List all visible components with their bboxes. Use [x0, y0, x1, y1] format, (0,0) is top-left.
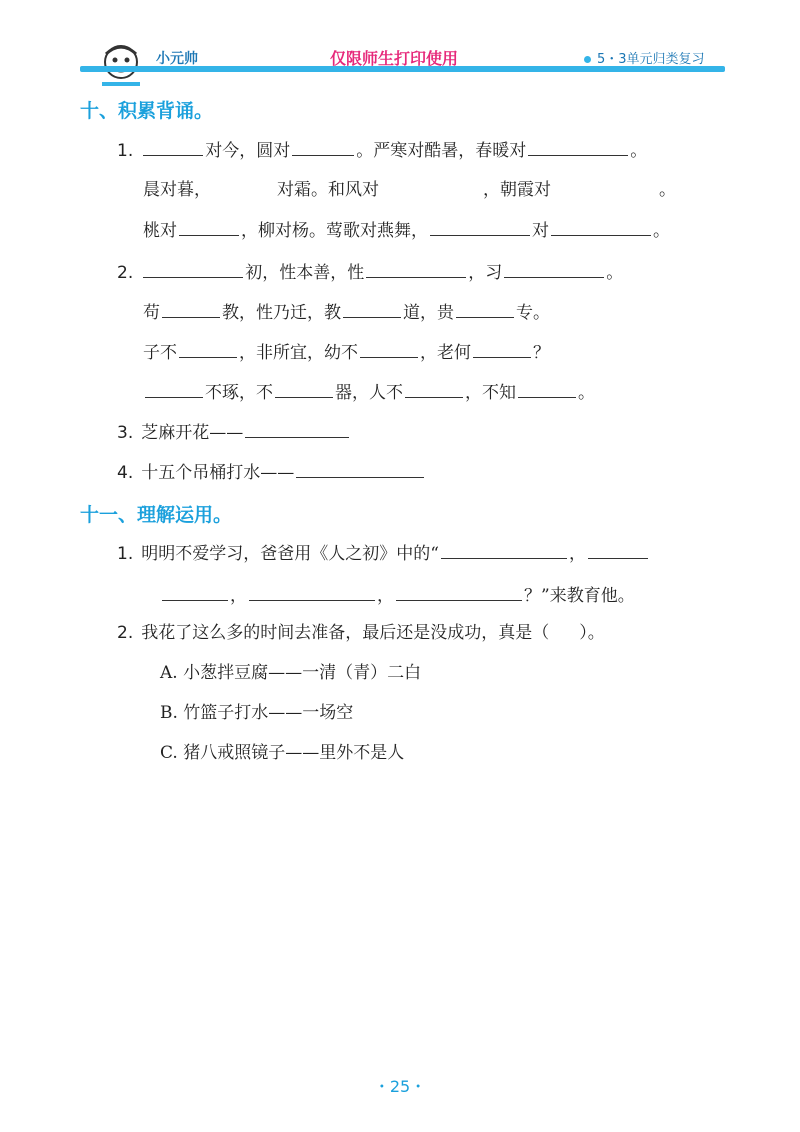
text: 道，贵: [403, 303, 454, 323]
text: 桃对: [143, 221, 177, 241]
q11-1-number: 1.: [117, 544, 134, 564]
text: 十五个吊桶打水——: [141, 463, 295, 483]
answer-blank[interactable]: [518, 379, 576, 398]
q11-1-line2: [160, 582, 635, 607]
text: 对: [532, 221, 549, 241]
answer-blank[interactable]: [360, 339, 418, 358]
answer-blank[interactable]: [245, 419, 349, 438]
option-c: C. 猪八戒照镜子——里外不是人: [160, 743, 405, 763]
q10-2-number: 2.: [117, 263, 134, 283]
text: 不琢，不: [205, 383, 273, 403]
text: ，不知: [465, 383, 516, 403]
answer-blank[interactable]: [551, 217, 651, 236]
answer-blank[interactable]: [441, 540, 567, 559]
answer-blank[interactable]: [430, 217, 530, 236]
q10-2-line1: [117, 259, 623, 284]
option-b: B. 竹篮子打水——一场空: [160, 703, 354, 723]
mascot-logo-icon: [96, 40, 146, 88]
text: ，非所宜，幼不: [239, 343, 358, 363]
text: 。: [578, 383, 595, 403]
section-10-title: 十、积累背诵。: [80, 100, 214, 122]
q10-1-number: 1.: [117, 141, 134, 161]
header-unit-text: 5・3单元归类复习: [597, 52, 705, 67]
section-11-title: 十一、理解运用。: [80, 504, 233, 526]
text: 我花了这么多的时间去准备，最后还是没成功，真是（: [141, 623, 550, 643]
answer-blank[interactable]: [275, 379, 333, 398]
q11-2: [117, 622, 605, 644]
answer-blank[interactable]: [504, 259, 604, 278]
text: 晨对暮，: [143, 180, 211, 200]
option-a: A. 小葱拌豆腐——一清（青）二白: [160, 663, 422, 683]
text: 苟: [143, 303, 160, 323]
text: ？”来教育他。: [524, 586, 635, 606]
answer-blank[interactable]: [343, 299, 401, 318]
q10-1-line2: [143, 177, 676, 201]
answer-blank[interactable]: [528, 137, 628, 156]
text: 教，性乃迁，教: [222, 303, 341, 323]
answer-blank[interactable]: [143, 259, 243, 278]
answer-blank[interactable]: [473, 339, 531, 358]
text: 专。: [516, 303, 550, 323]
q10-3-number: 3.: [117, 423, 134, 443]
text: ，: [230, 586, 247, 606]
q10-4-number: 4.: [117, 463, 134, 483]
text: 器，人不: [335, 383, 403, 403]
answer-blank[interactable]: [162, 582, 228, 601]
text: 明明不爱学习，爸爸用《人之初》中的“: [141, 544, 439, 564]
answer-blank[interactable]: [145, 379, 203, 398]
q11-2-number: 2.: [117, 623, 134, 643]
q10-2-line4: [143, 379, 595, 404]
q10-1-line1: [117, 137, 647, 162]
text: 子不: [143, 343, 177, 363]
text: 对霜。和风对: [277, 180, 379, 200]
text: ，柳对杨。莺歌对燕舞，: [241, 221, 428, 241]
text: ，: [568, 544, 586, 564]
page-number: ・25・: [373, 1077, 427, 1096]
answer-blank[interactable]: [405, 379, 463, 398]
q11-1-line1: [117, 540, 650, 565]
answer-blank[interactable]: [553, 177, 657, 195]
text: ，朝霞对: [483, 180, 551, 200]
text: 。严寒对酷暑，春暖对: [356, 141, 527, 161]
answer-blank[interactable]: [162, 299, 220, 318]
answer-blank[interactable]: [381, 177, 481, 195]
text: 。: [606, 263, 624, 283]
answer-blank[interactable]: [588, 540, 648, 559]
text: ）。: [579, 623, 605, 643]
dot-icon: [584, 56, 591, 63]
answer-blank[interactable]: [456, 299, 514, 318]
q10-1-line3: [143, 217, 670, 242]
text: 。: [653, 221, 670, 241]
text: ，: [377, 586, 394, 606]
text: 对今，圆对: [205, 141, 291, 161]
answer-blank[interactable]: [179, 339, 237, 358]
answer-blank[interactable]: [179, 217, 239, 236]
answer-blank[interactable]: [249, 582, 375, 601]
text: ，习: [468, 263, 503, 283]
answer-blank[interactable]: [366, 259, 466, 278]
text: 初，性本善，性: [245, 263, 365, 283]
header-watermark: 仅限师生打印使用: [330, 49, 459, 68]
header-unit: [584, 48, 705, 67]
text: ，老何: [420, 343, 471, 363]
header-brand: 小元帅: [156, 51, 198, 67]
text: ？: [533, 343, 550, 363]
answer-blank[interactable]: [143, 137, 203, 156]
answer-blank[interactable]: [213, 177, 275, 195]
q10-4: [117, 459, 426, 484]
q10-2-line2: [143, 299, 550, 324]
q10-2-line3: [143, 339, 550, 364]
text: 。: [659, 180, 676, 200]
q10-3: [117, 419, 351, 444]
text: 。: [630, 141, 648, 161]
answer-blank[interactable]: [292, 137, 354, 156]
answer-blank[interactable]: [296, 459, 424, 478]
text: 芝麻开花——: [141, 423, 244, 443]
answer-blank[interactable]: [396, 582, 522, 601]
